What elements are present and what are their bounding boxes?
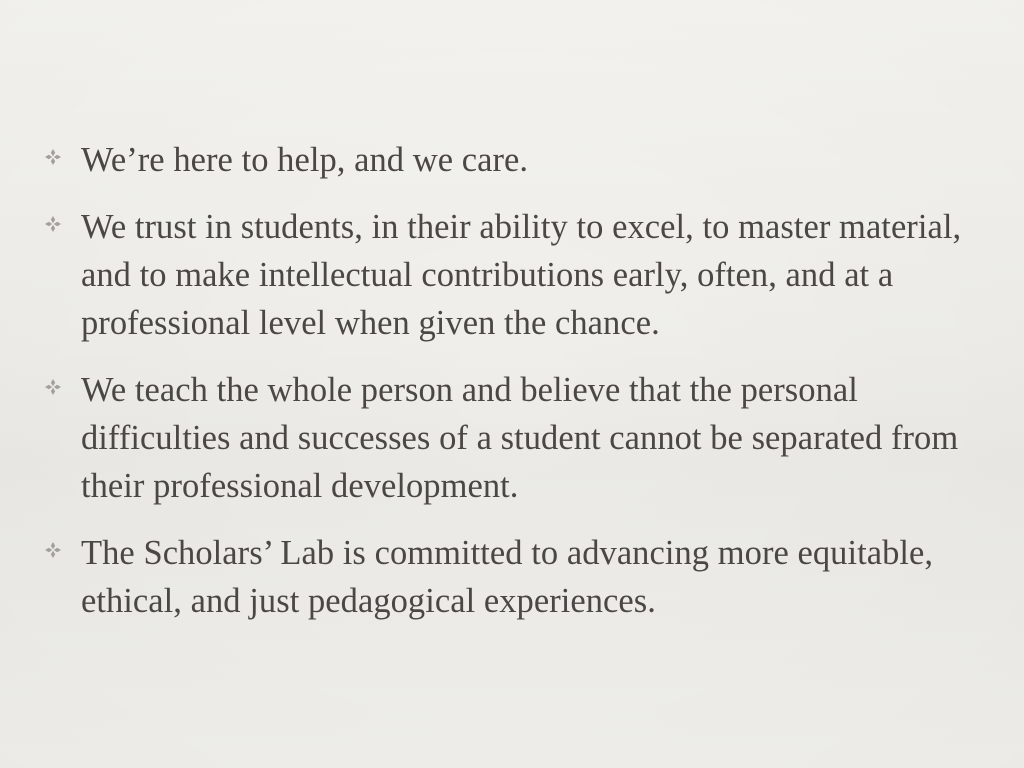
- bullet-item: [44, 366, 994, 510]
- bullet-item: [44, 136, 994, 184]
- four-petal-diamond-icon: [44, 148, 62, 166]
- four-petal-diamond-icon: [44, 541, 62, 559]
- bullet-text: We trust in students, in their ability to excel, to master material, and to make intellectual contributions early, often, and at a professional level when given the chance.: [81, 208, 962, 342]
- bullet-text: The Scholars’ Lab is committed to advancing more equitable, ethical, and just pedagogical experiences.: [81, 534, 934, 620]
- bullet-text: We’re here to help, and we care.: [81, 141, 529, 179]
- bullet-item: [44, 203, 994, 347]
- bullet-item: [44, 529, 994, 625]
- four-petal-diamond-icon: [44, 378, 62, 396]
- four-petal-diamond-icon: [44, 215, 62, 233]
- bullet-text: We teach the whole person and believe that the personal difficulties and successes of a student cannot be separated from their professional development.: [81, 371, 959, 505]
- bullet-list: [44, 136, 994, 644]
